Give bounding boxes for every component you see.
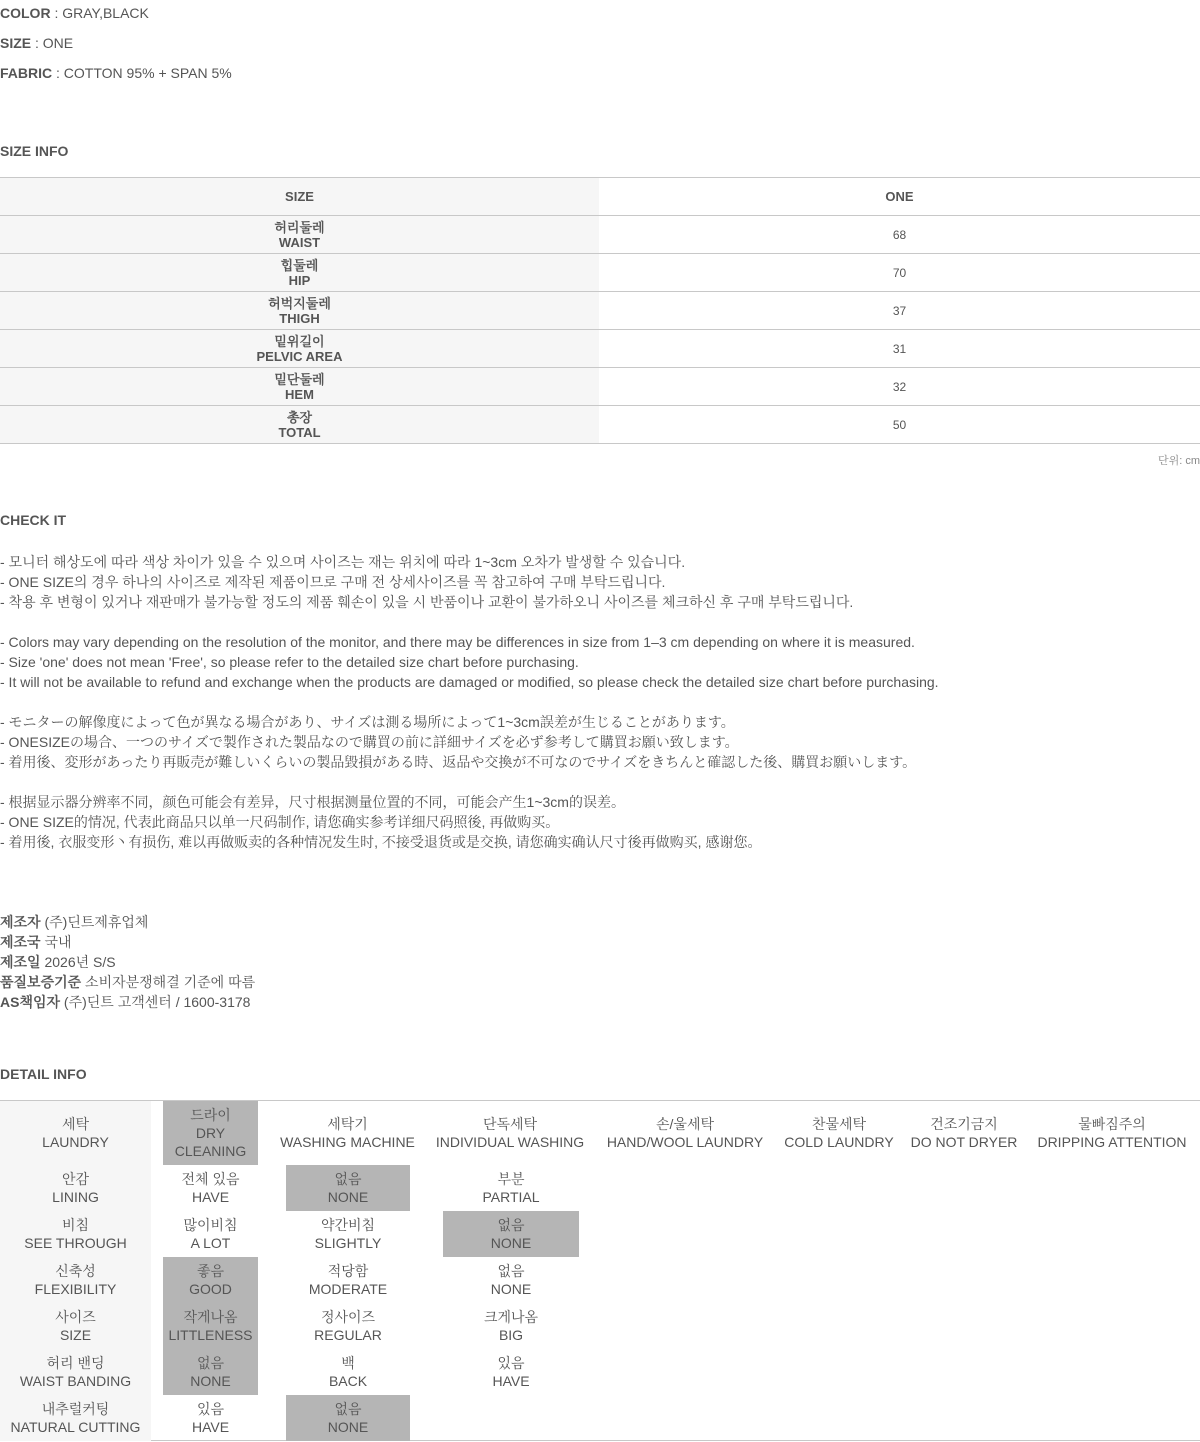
flexibility-option-moderate xyxy=(286,1257,410,1303)
detail-ko: 약간비침 xyxy=(320,1217,376,1233)
detail-head-natural-cutting xyxy=(0,1395,151,1441)
maker-key: 제조국 xyxy=(0,934,41,950)
measure-ko: 힙둘레 xyxy=(280,257,319,273)
note-line: - 根据显示器分辨率不同，颜色可能会有差异，尺寸根据测量位置的不同，可能会产生1~3cm的误差。 xyxy=(0,794,625,810)
laundry-option-dripping xyxy=(1030,1101,1194,1165)
note-line: - ONESIZEの場合、一つのサイズで製作された製品なので購買の前に詳細サイズを必ず参考して購買お願い致します。 xyxy=(0,734,739,750)
detail-en: NONE xyxy=(327,1419,369,1435)
detail-en: DRIPPING ATTENTION xyxy=(1037,1134,1187,1150)
size-option-littleness xyxy=(163,1303,258,1349)
maker-row xyxy=(0,972,255,992)
measure-value: 32 xyxy=(599,368,1200,406)
size-table xyxy=(0,177,1200,444)
laundry-option-no-dryer xyxy=(905,1101,1023,1165)
detail-en: NONE xyxy=(490,1235,532,1251)
spec-color xyxy=(0,4,149,22)
detail-en: HAVE xyxy=(492,1373,530,1389)
measure-value: 31 xyxy=(599,330,1200,368)
note-line: - 착용 후 변형이 있거나 재판매가 불가능할 정도의 제품 훼손이 있을 시 반품이나 교환이 불가하오니 사이즈를 체크하신 후 구매 부탁드립니다. xyxy=(0,594,854,610)
detail-en: BIG xyxy=(498,1327,524,1343)
note-line xyxy=(0,772,939,792)
measure-label xyxy=(0,292,599,330)
measure-en: HIP xyxy=(288,272,311,288)
detail-ko: 없음 xyxy=(497,1263,525,1279)
check-it-notes xyxy=(0,552,939,852)
detail-en: GOOD xyxy=(189,1281,232,1297)
detail-en: WASHING MACHINE xyxy=(280,1134,415,1150)
detail-ko: 찬물세탁 xyxy=(811,1116,867,1132)
size-option-big xyxy=(443,1303,579,1349)
size-table-header xyxy=(0,178,1200,216)
laundry-option-cold xyxy=(780,1101,898,1165)
detail-ko: 없음 xyxy=(497,1217,525,1233)
detail-ko: 사이즈 xyxy=(55,1309,96,1325)
detail-ko: 있음 xyxy=(196,1401,225,1417)
detail-en: SEE THROUGH xyxy=(24,1235,127,1251)
laundry-option-dry-cleaning xyxy=(163,1101,258,1165)
detail-en: WAIST BANDING xyxy=(19,1373,132,1389)
waist-banding-option-have xyxy=(443,1349,579,1395)
note-line xyxy=(0,692,939,712)
detail-head-waist-banding xyxy=(0,1349,151,1395)
measure-en: PELVIC AREA xyxy=(256,348,343,364)
note-line: - 着用後、変形があったり再販売が難しいくらいの製品毀損がある時、返品や交換が不可なのでサイズをきちんと確認した後、購買お願いします。 xyxy=(0,754,917,770)
laundry-option-hand-wool xyxy=(605,1101,765,1165)
spec-key: FABRIC xyxy=(0,65,53,81)
note-line: - ONE SIZE的情况, 代表此商品只以单一尺码制作, 请您确实参考详细尺码照後, 再做购买。 xyxy=(0,814,560,830)
measure-label xyxy=(0,406,599,444)
detail-ko: 드라이 xyxy=(190,1107,231,1123)
detail-en: REGULAR xyxy=(314,1327,382,1343)
detail-head-see-through xyxy=(0,1211,151,1257)
note-line: - ONE SIZE의 경우 하나의 사이즈로 제작된 제품이므로 구매 전 상세사이즈를 꼭 참고하여 구매 부탁드립니다. xyxy=(0,574,666,590)
detail-en: LITTLENESS xyxy=(168,1327,253,1343)
size-header-label: SIZE xyxy=(0,178,599,216)
lining-option-partial xyxy=(443,1165,579,1211)
measure-ko: 밑단둘레 xyxy=(274,371,325,387)
maker-row xyxy=(0,952,255,972)
detail-ko: 내추럴커팅 xyxy=(41,1401,110,1417)
detail-en: DRY xyxy=(195,1125,226,1141)
detail-ko: 손/울세탁 xyxy=(656,1116,714,1132)
maker-row xyxy=(0,912,255,932)
size-header-value: ONE xyxy=(599,178,1200,216)
detail-head-size xyxy=(0,1303,151,1349)
measure-value: 68 xyxy=(599,216,1200,254)
detail-ko: 단독세탁 xyxy=(482,1116,538,1132)
detail-ko: 부분 xyxy=(497,1171,525,1187)
size-info-title: SIZE INFO xyxy=(0,143,69,159)
see-through-option-none xyxy=(443,1211,579,1257)
measure-value: 70 xyxy=(599,254,1200,292)
detail-ko: 세탁 xyxy=(61,1116,90,1132)
detail-en: LINING xyxy=(52,1189,99,1205)
detail-en: BACK xyxy=(328,1373,368,1389)
measure-ko: 허벅지둘레 xyxy=(268,295,331,311)
measure-en: THIGH xyxy=(279,310,320,326)
measure-value: 37 xyxy=(599,292,1200,330)
detail-ko: 있음 xyxy=(497,1355,525,1371)
table-row xyxy=(0,254,1200,292)
detail-info-title: DETAIL INFO xyxy=(0,1066,87,1082)
note-line: - Colors may vary depending on the resolution of the monitor, and there may be differences in size from 1–3 cm depending on where it is measured. xyxy=(0,634,915,650)
detail-ko: 정사이즈 xyxy=(320,1309,376,1325)
detail-head-laundry xyxy=(0,1101,151,1165)
detail-ko: 전체 있음 xyxy=(181,1171,240,1187)
detail-ko: 작게나옴 xyxy=(183,1309,238,1325)
maker-row xyxy=(0,992,255,1012)
spec-value: : GRAY,BLACK xyxy=(50,5,149,21)
measure-label xyxy=(0,330,599,368)
detail-en: NONE xyxy=(490,1281,532,1297)
note-line: - Size 'one' does not mean 'Free', so please refer to the detailed size chart before purchasing. xyxy=(0,654,579,670)
maker-value: (주)딘트 고객센터 / 1600-3178 xyxy=(60,994,251,1010)
detail-grid xyxy=(0,1100,1200,1441)
maker-key: 제조자 xyxy=(0,914,41,930)
maker-row xyxy=(0,932,255,952)
maker-value: 2026년 S/S xyxy=(40,954,116,970)
detail-en: HAND/WOOL LAUNDRY xyxy=(606,1134,764,1150)
spec-key: SIZE xyxy=(0,35,32,51)
detail-ko: 비침 xyxy=(61,1217,90,1233)
maker-info xyxy=(0,912,255,1012)
measure-ko: 허리둘레 xyxy=(274,219,325,235)
detail-ko: 허리 밴딩 xyxy=(46,1355,105,1371)
spec-fabric xyxy=(0,64,232,82)
measure-value: 50 xyxy=(599,406,1200,444)
detail-ko: 크게나옴 xyxy=(483,1309,539,1325)
note-line: - 着用後, 衣服变形丶有损伤, 难以再做贩卖的各种情况发生时, 不接受退货或是交换, 请您确实确认尺寸後再做购买, 感谢您。 xyxy=(0,834,762,850)
spec-key: COLOR xyxy=(0,5,51,21)
detail-en: FLEXIBILITY xyxy=(34,1281,117,1297)
note-line: - モニターの解像度によって色が異なる場合があり、サイズは測る場所によって1~3cm誤差が生じることがあります。 xyxy=(0,714,735,730)
detail-en: INDIVIDUAL WASHING xyxy=(435,1134,585,1150)
table-row xyxy=(0,368,1200,406)
measure-en: WAIST xyxy=(278,234,321,250)
detail-ko: 세탁기 xyxy=(327,1116,368,1132)
table-row xyxy=(0,330,1200,368)
note-line xyxy=(0,612,939,632)
maker-value: (주)딘트제휴업체 xyxy=(40,914,149,930)
table-row xyxy=(0,292,1200,330)
detail-ko: 건조기금지 xyxy=(930,1116,998,1132)
measure-ko: 밑위길이 xyxy=(274,333,325,349)
maker-key: AS책임자 xyxy=(0,994,61,1010)
maker-value: 국내 xyxy=(40,934,72,950)
detail-en: LAUNDRY xyxy=(42,1134,109,1150)
maker-key: 제조일 xyxy=(0,954,41,970)
detail-en: COLD LAUNDRY xyxy=(784,1134,894,1150)
maker-key: 품질보증기준 xyxy=(0,974,82,990)
waist-banding-option-back xyxy=(286,1349,410,1395)
detail-ko: 없음 xyxy=(334,1401,362,1417)
detail-en: HAVE xyxy=(191,1419,230,1435)
detail-en: SLIGHTLY xyxy=(314,1235,382,1251)
spec-value: : COTTON 95% + SPAN 5% xyxy=(52,65,232,81)
detail-en: NONE xyxy=(327,1189,369,1205)
natural-cutting-option-have xyxy=(163,1395,258,1441)
note-line: - 모니터 해상도에 따라 색상 차이가 있을 수 있으며 사이즈는 재는 위치에 따라 1~3cm 오차가 발생할 수 있습니다. xyxy=(0,554,686,570)
laundry-option-washing-machine xyxy=(275,1101,420,1165)
detail-ko: 없음 xyxy=(196,1355,225,1371)
measure-en: HEM xyxy=(285,386,314,402)
detail-en: NONE xyxy=(190,1373,231,1389)
measure-label xyxy=(0,368,599,406)
check-it-title: CHECK IT xyxy=(0,512,67,528)
detail-ko: 안감 xyxy=(61,1171,90,1187)
lining-option-none xyxy=(286,1165,410,1211)
detail-en: A LOT xyxy=(190,1235,231,1251)
detail-en: PARTIAL xyxy=(482,1189,540,1205)
detail-ko: 물빠짐주의 xyxy=(1078,1116,1146,1132)
waist-banding-option-none xyxy=(163,1349,258,1395)
table-row xyxy=(0,216,1200,254)
flexibility-option-none xyxy=(443,1257,579,1303)
see-through-option-a-lot xyxy=(163,1211,258,1257)
spec-size xyxy=(0,34,73,52)
measure-en: TOTAL xyxy=(278,424,321,440)
detail-ko: 백 xyxy=(341,1355,355,1371)
detail-ko: 적당함 xyxy=(327,1263,369,1279)
spec-value: : ONE xyxy=(31,35,74,51)
detail-head-flexibility xyxy=(0,1257,151,1303)
detail-en: MODERATE xyxy=(308,1281,388,1297)
detail-ko: 좋음 xyxy=(196,1263,225,1279)
see-through-option-slightly xyxy=(286,1211,410,1257)
detail-en: CLEANING xyxy=(174,1143,247,1159)
laundry-option-individual-washing xyxy=(430,1101,590,1165)
note-line: - It will not be available to refund and exchange when the products are damaged or modified, so please check the detailed size chart before purchasing. xyxy=(0,674,939,690)
maker-value: 소비자분쟁해결 기준에 따름 xyxy=(81,974,256,990)
detail-ko: 없음 xyxy=(334,1171,362,1187)
lining-option-have xyxy=(163,1165,258,1211)
detail-en: SIZE xyxy=(59,1327,92,1343)
detail-ko: 신축성 xyxy=(55,1263,96,1279)
measure-label xyxy=(0,254,599,292)
natural-cutting-option-none xyxy=(286,1395,410,1441)
flexibility-option-good xyxy=(163,1257,258,1303)
size-option-regular xyxy=(286,1303,410,1349)
measure-ko: 총장 xyxy=(286,409,313,425)
measure-label xyxy=(0,216,599,254)
detail-head-lining xyxy=(0,1165,151,1211)
detail-en: NATURAL CUTTING xyxy=(10,1419,141,1435)
detail-en: HAVE xyxy=(191,1189,230,1205)
detail-ko: 많이비침 xyxy=(183,1217,238,1233)
table-row xyxy=(0,406,1200,444)
unit-note: 단위: cm xyxy=(1157,455,1200,467)
detail-en: DO NOT DRYER xyxy=(910,1134,1018,1150)
